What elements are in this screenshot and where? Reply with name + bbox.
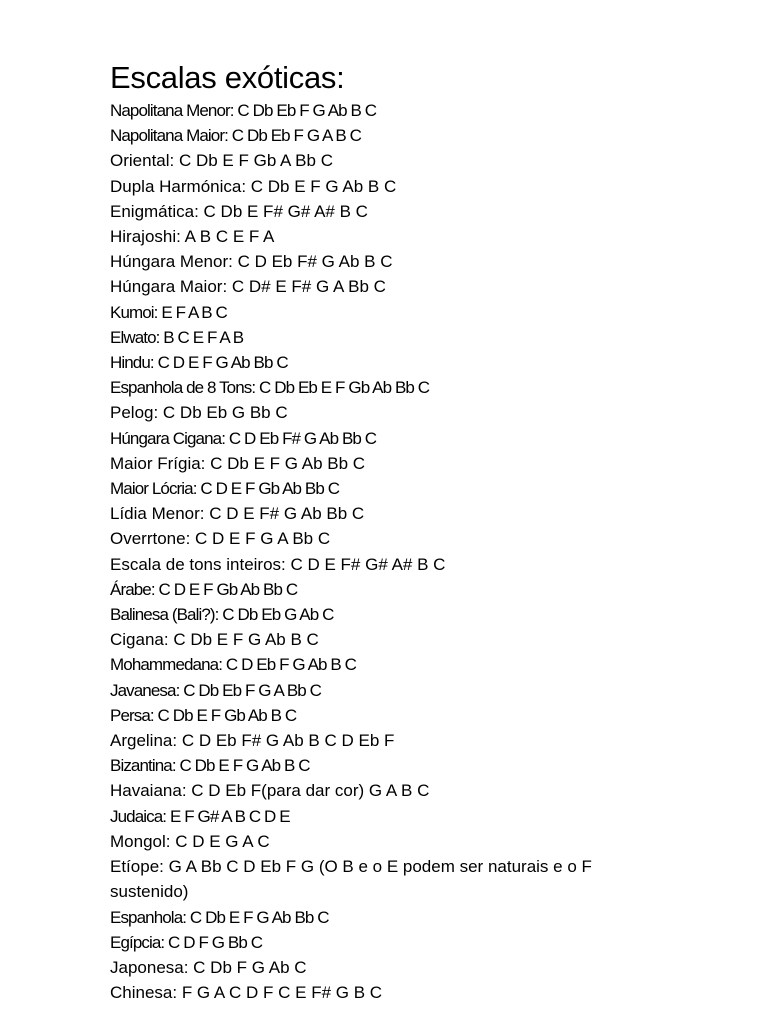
scale-line: Overrtone: C D E F G A Bb C (110, 529, 331, 549)
document-title: Escalas exóticas: (110, 60, 345, 95)
scale-line: Hindu: C D E F G Ab Bb C (110, 353, 288, 373)
scale-line: Persa: C Db E F Gb Ab B C (110, 705, 297, 725)
scale-line: Espanhola de 8 Tons: C Db Eb E F Gb Ab Bb C (110, 378, 430, 398)
scale-line: Napolitana Menor: C Db Eb F G Ab B C (110, 101, 377, 120)
scale-line: Argelina: C D Eb F# G Ab B C D Eb F (110, 731, 395, 751)
scale-list (110, 98, 730, 1005)
scale-line: Húngara Maior: C D# E F# G A Bb C (110, 277, 386, 297)
scale-line: Mongol: C D E G A C (110, 831, 270, 851)
scale-line: Kumoi: E F A B C (110, 302, 227, 322)
scale-line: Espanhola: C Db E F G Ab Bb C (110, 907, 329, 927)
scale-line: Enigmática: C Db E F# G# A# B C (110, 201, 368, 221)
scale-line: Elwato: B C E F A B (110, 327, 244, 347)
scale-line: Árabe: C D E F Gb Ab Bb C (110, 579, 298, 599)
scale-line: Dupla Harmónica: C Db E F G Ab B C (110, 176, 397, 196)
scale-line: Balinesa (Bali?): C Db Eb G Ab C (110, 605, 334, 625)
scale-line: Mohammedana: C D Eb F G Ab B C (110, 655, 357, 675)
scale-line: Pelog: C Db Eb G Bb C (110, 403, 288, 423)
scale-line: Japonesa: C Db F G Ab C (110, 957, 307, 977)
scale-line: Maior Frígia: C Db E F G Ab Bb C (110, 453, 366, 473)
scale-line: Napolitana Maior: C Db Eb F G A B C (110, 126, 362, 146)
scale-line: Lídia Menor: C D E F# G Ab Bb C (110, 504, 365, 524)
scale-line: Hirajoshi: A B C E F A (110, 227, 275, 247)
scale-line: Húngara Cigana: C D Eb F# G Ab Bb C (110, 428, 377, 448)
scale-line: Judaica: E F G# A B C D E (110, 806, 290, 826)
document-page (110, 58, 730, 1005)
scale-line: Escala de tons inteiros: C D E F# G# A# B C (110, 554, 446, 574)
scale-line: Havaiana: C D Eb F(para dar cor) G A B C (110, 781, 430, 801)
scale-line: Etíope: G A Bb C D Eb F G (O B e o E podem ser naturais e o F sustenido) (110, 857, 592, 902)
scale-line: Oriental: C Db E F Gb A Bb C (110, 151, 333, 171)
scale-line: Egípcia: C D F G Bb C (110, 932, 263, 952)
scale-line: Chinesa: F G A C D F C E F# G B C (110, 983, 383, 1003)
scale-line: Bizantina: C Db E F G Ab B C (110, 756, 310, 776)
scale-line: Cigana: C Db E F G Ab B C (110, 630, 319, 650)
scale-line: Javanesa: C Db Eb F G A Bb C (110, 680, 322, 700)
scale-line: Maior Lócria: C D E F Gb Ab Bb C (110, 479, 340, 499)
scale-line: Húngara Menor: C D Eb F# G Ab B C (110, 252, 393, 272)
